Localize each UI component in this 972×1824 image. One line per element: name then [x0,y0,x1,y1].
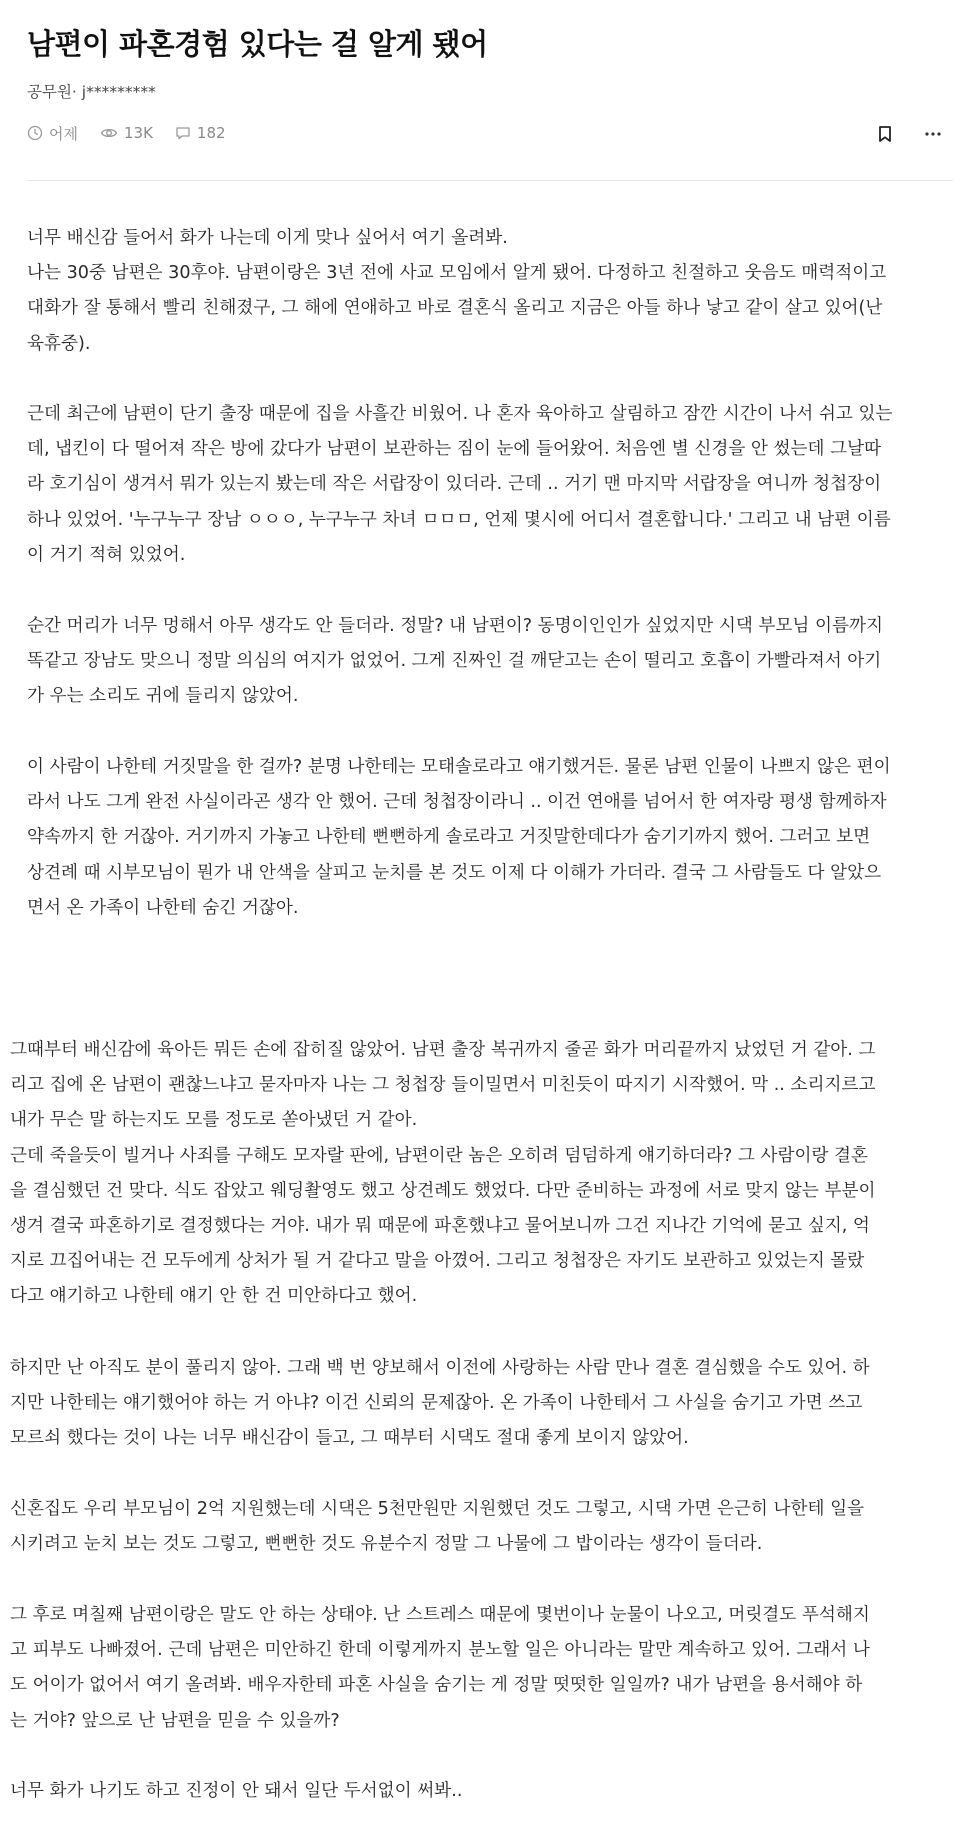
post-time [27,123,78,144]
comment-count[interactable] [175,124,226,142]
author-line[interactable]: 공무원· j********* [27,83,156,101]
post-paragraph: 그때부터 배신감에 육아든 뭐든 손에 잡히질 않았어. 남편 출장 복귀까지 줄곧 화가 머리끝까지 났었던 거 같아. 그 리고 집에 온 남편이 괜찮느냐고 묻자마자 나는 그 청첩장 들이밀면서 미친듯이 따지기 시작했어. 막 .. 소리지르고 내가 무슨 말 하는지도 모를 정도로 쏟아냈던 거 같아. 근데 죽을듯이 빌거나 사죄를 구해도 모자랄 판에, 남편이란 놈은 오히려 덤덤하게 얘기하더라? 그 사람이랑 결혼 을 결심했던 건 맞다. 식도 잡았고 웨딩촬영도 했고 상견례도 했었다. 다만 준비하는 과정에 서로 맞지 않는 부분이 생겨 결국 파혼하기로 결정했다는 거야. 내가 뭐 때문에 파혼했냐고 물어보니까 그건 지나간 기억에 묻고 싶지, 억 지로 끄집어내는 건 모두에게 상처가 될 거 같다고 말을 아꼈어. 그리고 청첩장은 자기도 보관하고 있었는지 몰랐 다고 얘기하고 나한테 얘기 안 한 건 미안하다고 했어. [10,1040,876,1307]
eye-icon [100,125,118,141]
post-paragraph: 이 사람이 나한테 거짓말을 한 걸까? 분명 나한테는 모태솔로라고 얘기했거든. 물론 남편 인물이 나쁘지 않은 편이 라서 나도 그게 완전 사실이라곤 생각 안 했어. 근데 청첩장이라니 .. 이건 연애를 넘어서 한 여자랑 평생 함께하자 약속까지 한 거잖아. 거기까지 가놓고 나한테 뻔뻔하게 솔로라고 거짓말한데다가 숨기기까지 했어. 그러고 보면 상견례 때 시부모님이 뭔가 내 안색을 살피고 눈치를 본 것도 이제 다 이해가 가더라. 결국 그 사람들도 다 알았으 면서 온 가족이 나한테 숨긴 거잖아. [27,757,891,918]
more-icon [924,131,942,137]
more-button[interactable] [920,121,946,147]
post-paragraph: 순간 머리가 너무 멍해서 아무 생각도 안 들더라. 정말? 내 남편이? 동명이인인가 싶었지만 시댁 부모님 이름까지 똑같고 장남도 맞으니 정말 의심의 여지가 없었어. 그게 진짜인 걸 깨닫고는 손이 떨리고 호흡이 가빨라져서 아기 가 우는 소리도 귀에 들리지 않았어. [27,616,883,707]
post-paragraph: 신혼집도 우리 부모님이 2억 지원했는데 시댁은 5천만원만 지원했던 것도 그렇고, 시댁 가면 은근히 나한테 일을 시키려고 눈치 보는 것도 그렇고, 뻔뻔한 것도 유분수지 정말 그 나물에 그 밥이라는 생각이 들더라. [10,1499,865,1555]
view-count [100,124,153,142]
post-title: 남편이 파혼경험 있다는 걸 알게 됐어 [27,27,488,61]
header-divider [26,180,953,181]
clock-icon [27,125,43,141]
post-meta [27,121,226,145]
post-paragraph: 그 후로 며칠째 남편이랑은 말도 안 하는 상태야. 난 스트레스 때문에 몇번이나 눈물이 나오고, 머릿결도 푸석해지 고 피부도 나빠졌어. 근데 남편은 미안하긴 한데 이렇게까지 분노할 일은 아니라는 말만 계속하고 있어. 그래서 나 도 어이가 없어서 여기 올려봐. 배우자한테 파혼 사실을 숨기는 게 정말 떳떳한 일일까? 내가 남편을 용서해야 하 는 거야? 앞으로 난 남편을 믿을 수 있을까? [10,1605,870,1731]
comment-count-label: 182 [196,124,226,142]
post-paragraph: 근데 최근에 남편이 단기 출장 때문에 집을 사흘간 비웠어. 나 혼자 육아하고 살림하고 잠깐 시간이 나서 쉬고 있는 데, 냅킨이 다 떨어져 작은 방에 갔다가 남편이 보관하는 짐이 눈에 들어왔어. 처음엔 별 신경을 안 썼는데 그날따 라 호기심이 생겨서 뭐가 있는지 봤는데 작은 서랍장이 있더라. 근데 .. 거기 맨 마지막 서랍장을 여니까 청첩장이 하나 있었어. '누구누구 장남 ㅇㅇㅇ, 누구누구 차녀 ㅁㅁㅁ, 언제 몇시에 어디서 결혼합니다.' 그리고 내 남편 이름 이 거기 적혀 있었어. [27,404,893,565]
post-paragraph: 하지만 난 아직도 분이 풀리지 않아. 그래 백 번 양보해서 이전에 사랑하는 사람 만나 결혼 결심했을 수도 있어. 하 지만 나한테는 얘기했어야 하는 거 아냐? 이건 신뢰의 문제잖아. 온 가족이 나한테서 그 사실을 숨기고 가면 쓰고 모르쇠 했다는 것이 나는 너무 배신감이 들고, 그 때부터 시댁도 절대 좋게 보이지 않았어. [10,1358,870,1449]
post-paragraph: 너무 배신감 들어서 화가 나는데 이게 맞나 싶어서 여기 올려봐. 나는 30중 남편은 30후야. 남편이랑은 3년 전에 사교 모임에서 알게 됐어. 다정하고 친절하고 웃음도 매력적이고 대화가 잘 통해서 빨리 친해졌구, 그 해에 연애하고 바로 결혼식 올리고 지금은 아들 하나 낳고 같이 살고 있어(난 육휴중). [27,228,887,354]
view-count-label: 13K [123,124,153,142]
bookmark-button[interactable] [872,121,898,147]
post-paragraph: 너무 화가 나기도 하고 진정이 안 돼서 일단 두서없이 써봐.. [10,1781,463,1801]
post-time-label: 어제 [49,124,78,143]
comment-icon [175,125,191,141]
bookmark-icon [877,125,893,143]
post-actions [872,121,946,147]
